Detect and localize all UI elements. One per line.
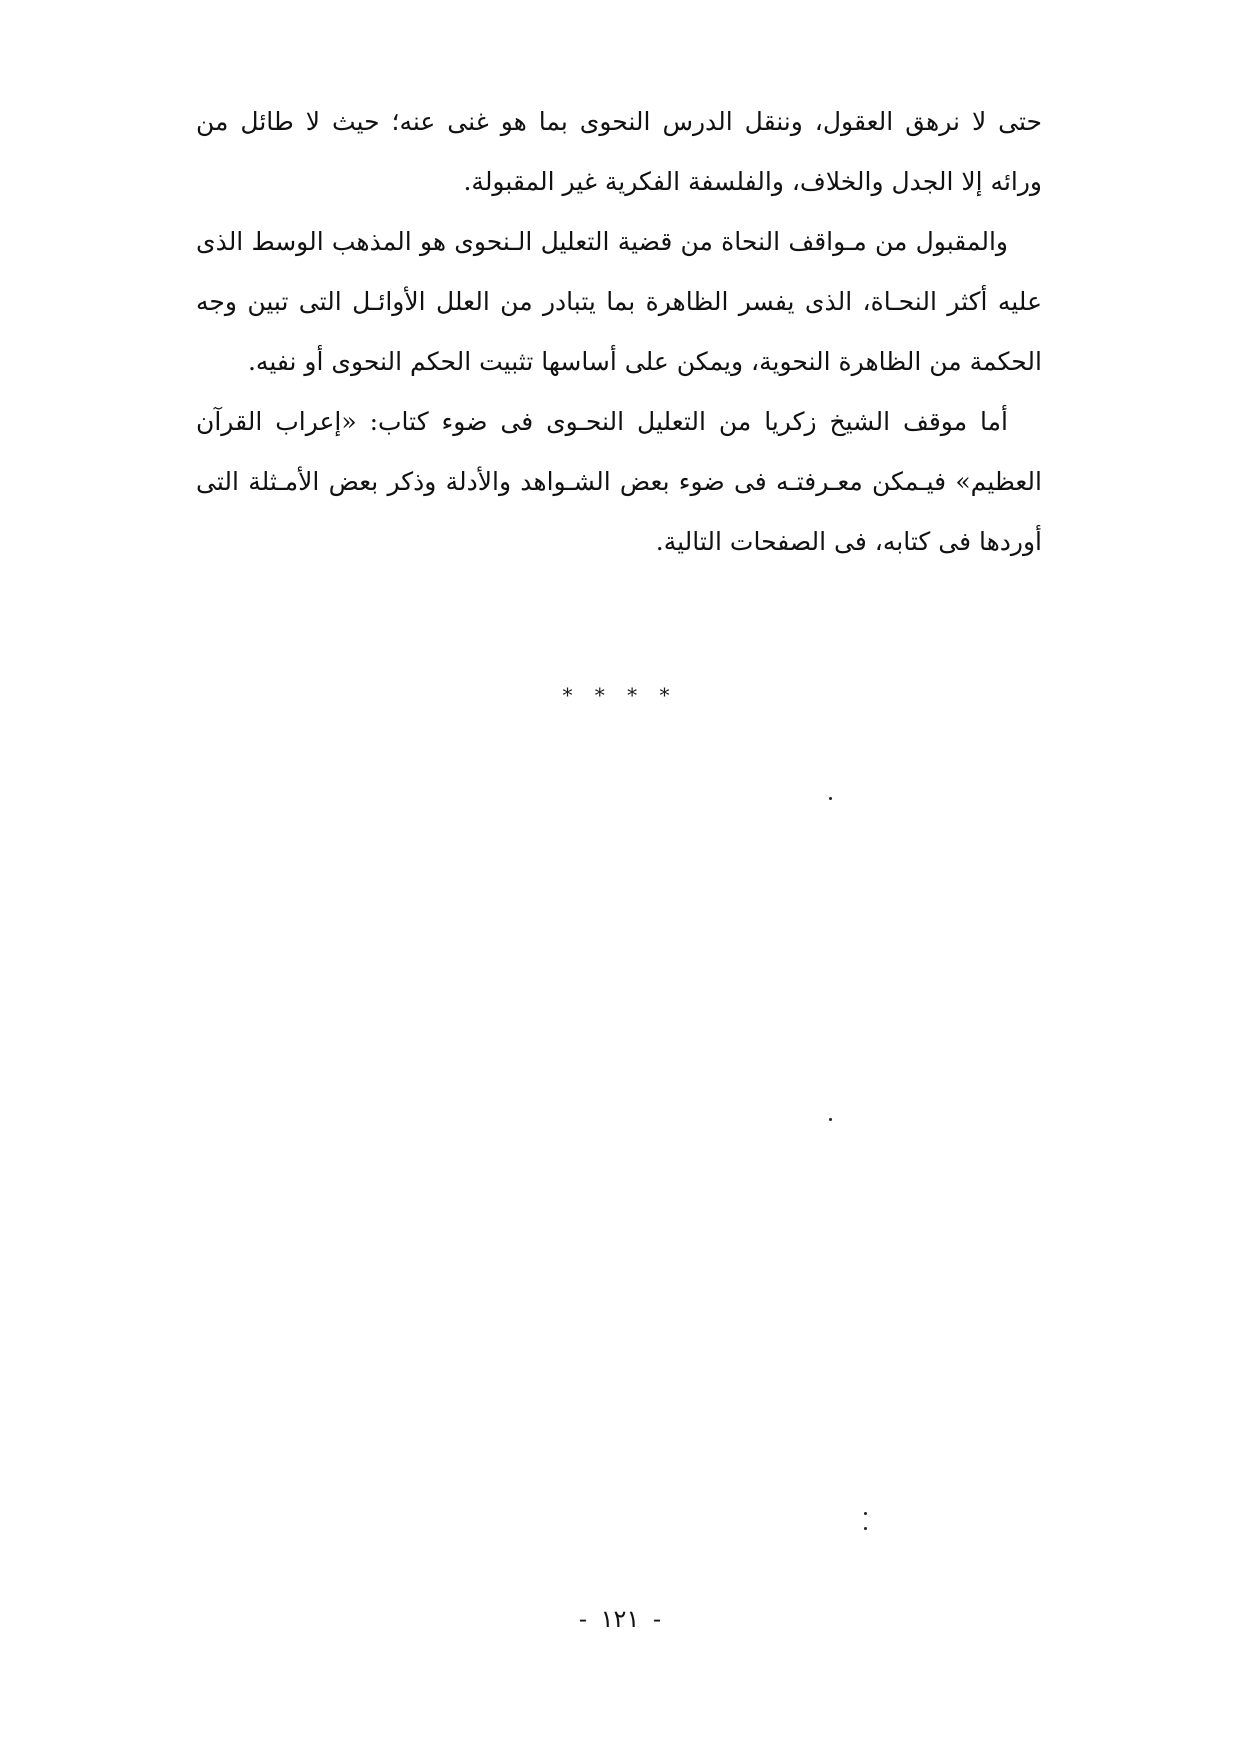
scan-speck: [829, 797, 832, 800]
scan-speck: [829, 1118, 832, 1121]
section-separator: * * * *: [562, 683, 678, 707]
scan-speck: [864, 1512, 867, 1515]
paragraph-1: حتى لا نرهق العقول، وننقل الدرس النحوى بما هو غنى عنه؛ حيث لا طائل من ورائه إلا الجدل والخلاف، والفلسفة الفكرية غير المقبولة.: [196, 107, 1042, 196]
paragraph-3: أما موقف الشيخ زكريا من التعليل النحـوى فى ضوء كتاب: «إعراب القرآن العظيم» فيـمكن معـرفتـه فى ضوء بعض الشـواهد والأدلة وذكر بعض الأمـثلة التى أوردها فى كتابه، فى الصفحات التالية.: [196, 407, 1042, 556]
scan-speck: [864, 1527, 867, 1530]
paragraph-2: والمقبول من مـواقف النحاة من قضية التعليل الـنحوى هو المذهب الوسط الذى عليه أكثر النحـاة، الذى يفسر الظاهرة بما يتبادر من العلل الأوائـل التى تبين وجه الحكمة من الظاهرة النحوية، ويمكن على أساسها تثبيت الحكم النحوى أو نفيه.: [196, 227, 1042, 376]
page-number: - ١٢١ -: [578, 1605, 662, 1633]
body-text: [196, 92, 1042, 572]
